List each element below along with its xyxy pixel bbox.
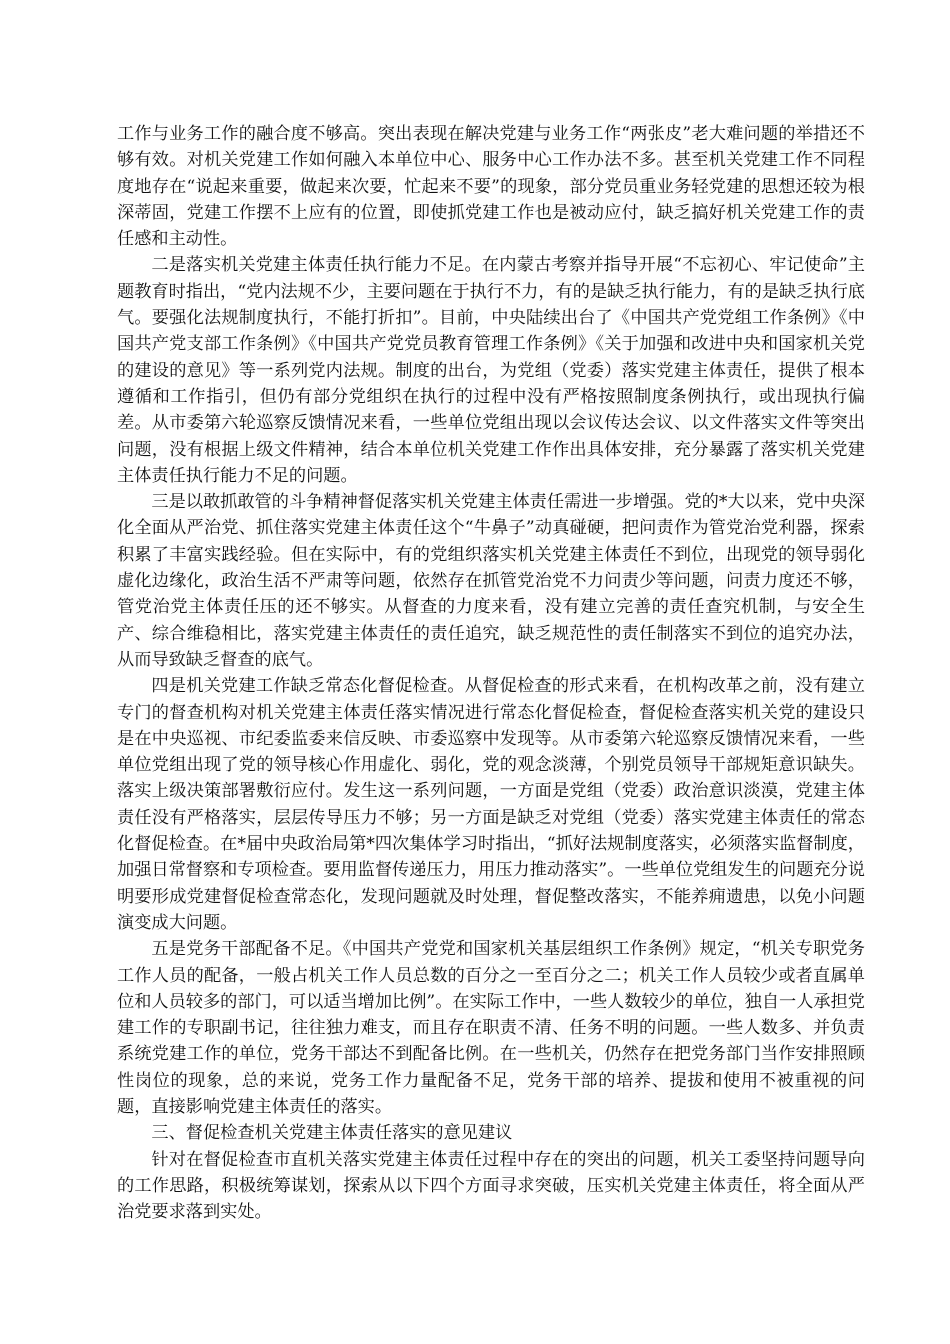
paragraph-point-two: 二是落实机关党建主体责任执行能力不足。在内蒙古考察并指导开展“不忘初心、牢记使命”主题教育时指出，“党内法规不少，主要问题在于执行不力，有的是缺乏执行能力，有的是缺乏执行底气。要强化法规制度执行，不能打折扣”。目前，中央陆续出台了《中国共产党党组工作条例》《中国共产党支部工作条例》《中国共产党党员教育管理工作条例》《关于加强和改进中央和国家机关党的建设的意见》等一系列党内法规。制度的出台，为党组（党委）落实党建主体责任，提供了根本遵循和工作指引，但仍有部分党组织在执行的过程中没有严格按照制度条例执行，或出现执行偏差。从市委第六轮巡察反馈情况来看，一些单位党组出现以会议传达会议、以文件落实文件等突出问题，没有根据上级文件精神，结合本单位机关党建工作作出具体安排，充分暴露了落实机关党建主体责任执行能力不足的问题。 (117, 255, 865, 486)
paragraph-point-three: 三是以敢抓敢管的斗争精神督促落实机关党建主体责任需进一步增强。党的*大以来，党中央深化全面从严治党、抓住落实党建主体责任这个“牛鼻子”动真碰硬，把问责作为管党治党利器，探索积累了丰富实践经验。但在实际中，有的党组织落实机关党建主体责任不到位，出现党的领导弱化虚化边缘化，政治生活不严肃等问题，依然存在抓管党治党不力问责少等问题，问责力度还不够，管党治党主体责任压的还不够实。从督查的力度来看，没有建立完善的责任查究机制，与安全生产、综合维稳相比，落实党建主体责任的责任追究，缺乏规范性的责任制落实不到位的追究办法，从而导致缺乏督查的底气。 (117, 492, 865, 670)
section-heading: 三、督促检查机关党建主体责任落实的意见建议 (151, 1123, 513, 1144)
paragraph-continuation: 工作与业务工作的融合度不够高。突出表现在解决党建与业务工作“两张皮”老大难问题的举措还不够有效。对机关党建工作如何融入本单位中心、服务中心工作办法不多。甚至机关党建工作不同程度地存在“说起来重要，做起来次要，忙起来不要”的现象，部分党员重业务轻党建的思想还较为根深蒂固，党建工作摆不上应有的位置，即使抓党建工作也是被动应付，缺乏搞好机关党建工作的责任感和主动性。 (117, 124, 865, 250)
paragraph-point-five: 五是党务干部配备不足。《中国共产党党和国家机关基层组织工作条例》规定，“机关专职党务工作人员的配备，一般占机关工作人员总数的百分之一至百分之二；机关工作人员较少或者直属单位和人员较多的部门，可以适当增加比例”。在实际工作中，一些人数较少的单位，独自一人承担党建工作的专职副书记，往往独力难支，而且存在职责不清、任务不明的问题。一些人数多、并负责系统党建工作的单位，党务干部达不到配备比例。在一些机关，仍然存在把党务部门当作安排照顾性岗位的现象，总的来说，党务工作力量配备不足，党务干部的培养、提拔和使用不被重视的问题，直接影响党建主体责任的落实。 (117, 939, 865, 1117)
paragraph-section-intro: 针对在督促检查市直机关落实党建主体责任过程中存在的突出的问题，机关工委坚持问题导向的工作思路，积极统筹谋划，探索从以下四个方面寻求突破，压实机关党建主体责任，将全面从严治党要求落到实处。 (117, 1149, 865, 1223)
document-body (117, 121, 865, 1225)
paragraph-point-four: 四是机关党建工作缺乏常态化督促检查。从督促检查的形式来看，在机构改革之前，没有建立专门的督查机构对机关党建主体责任落实情况进行常态化督促检查，督促检查落实机关党的建设只是在中央巡视、市纪委监委来信反映、市委巡察中发现等。从市委第六轮巡察反馈情况来看，一些单位党组出现了党的领导核心作用虚化、弱化，党的观念淡薄，个别党员领导干部规矩意识缺失。落实上级决策部署敷衍应付。发生这一系列问题，一方面是党组（党委）政治意识淡漠，党建主体责任没有严格落实，层层传导压力不够；另一方面是缺乏对党组（党委）落实党建主体责任的常态化督促检查。在*届中央政治局第*四次集体学习时指出，“抓好法规制度落实，必须落实监督制度，加强日常督察和专项检查。要用监督传递压力，用压力推动落实”。一些单位党组发生的问题充分说明要形成党建督促检查常态化，发现问题就及时处理，督促整改落实，不能养痈遗患，以免小问题演变成大问题。 (117, 676, 865, 933)
